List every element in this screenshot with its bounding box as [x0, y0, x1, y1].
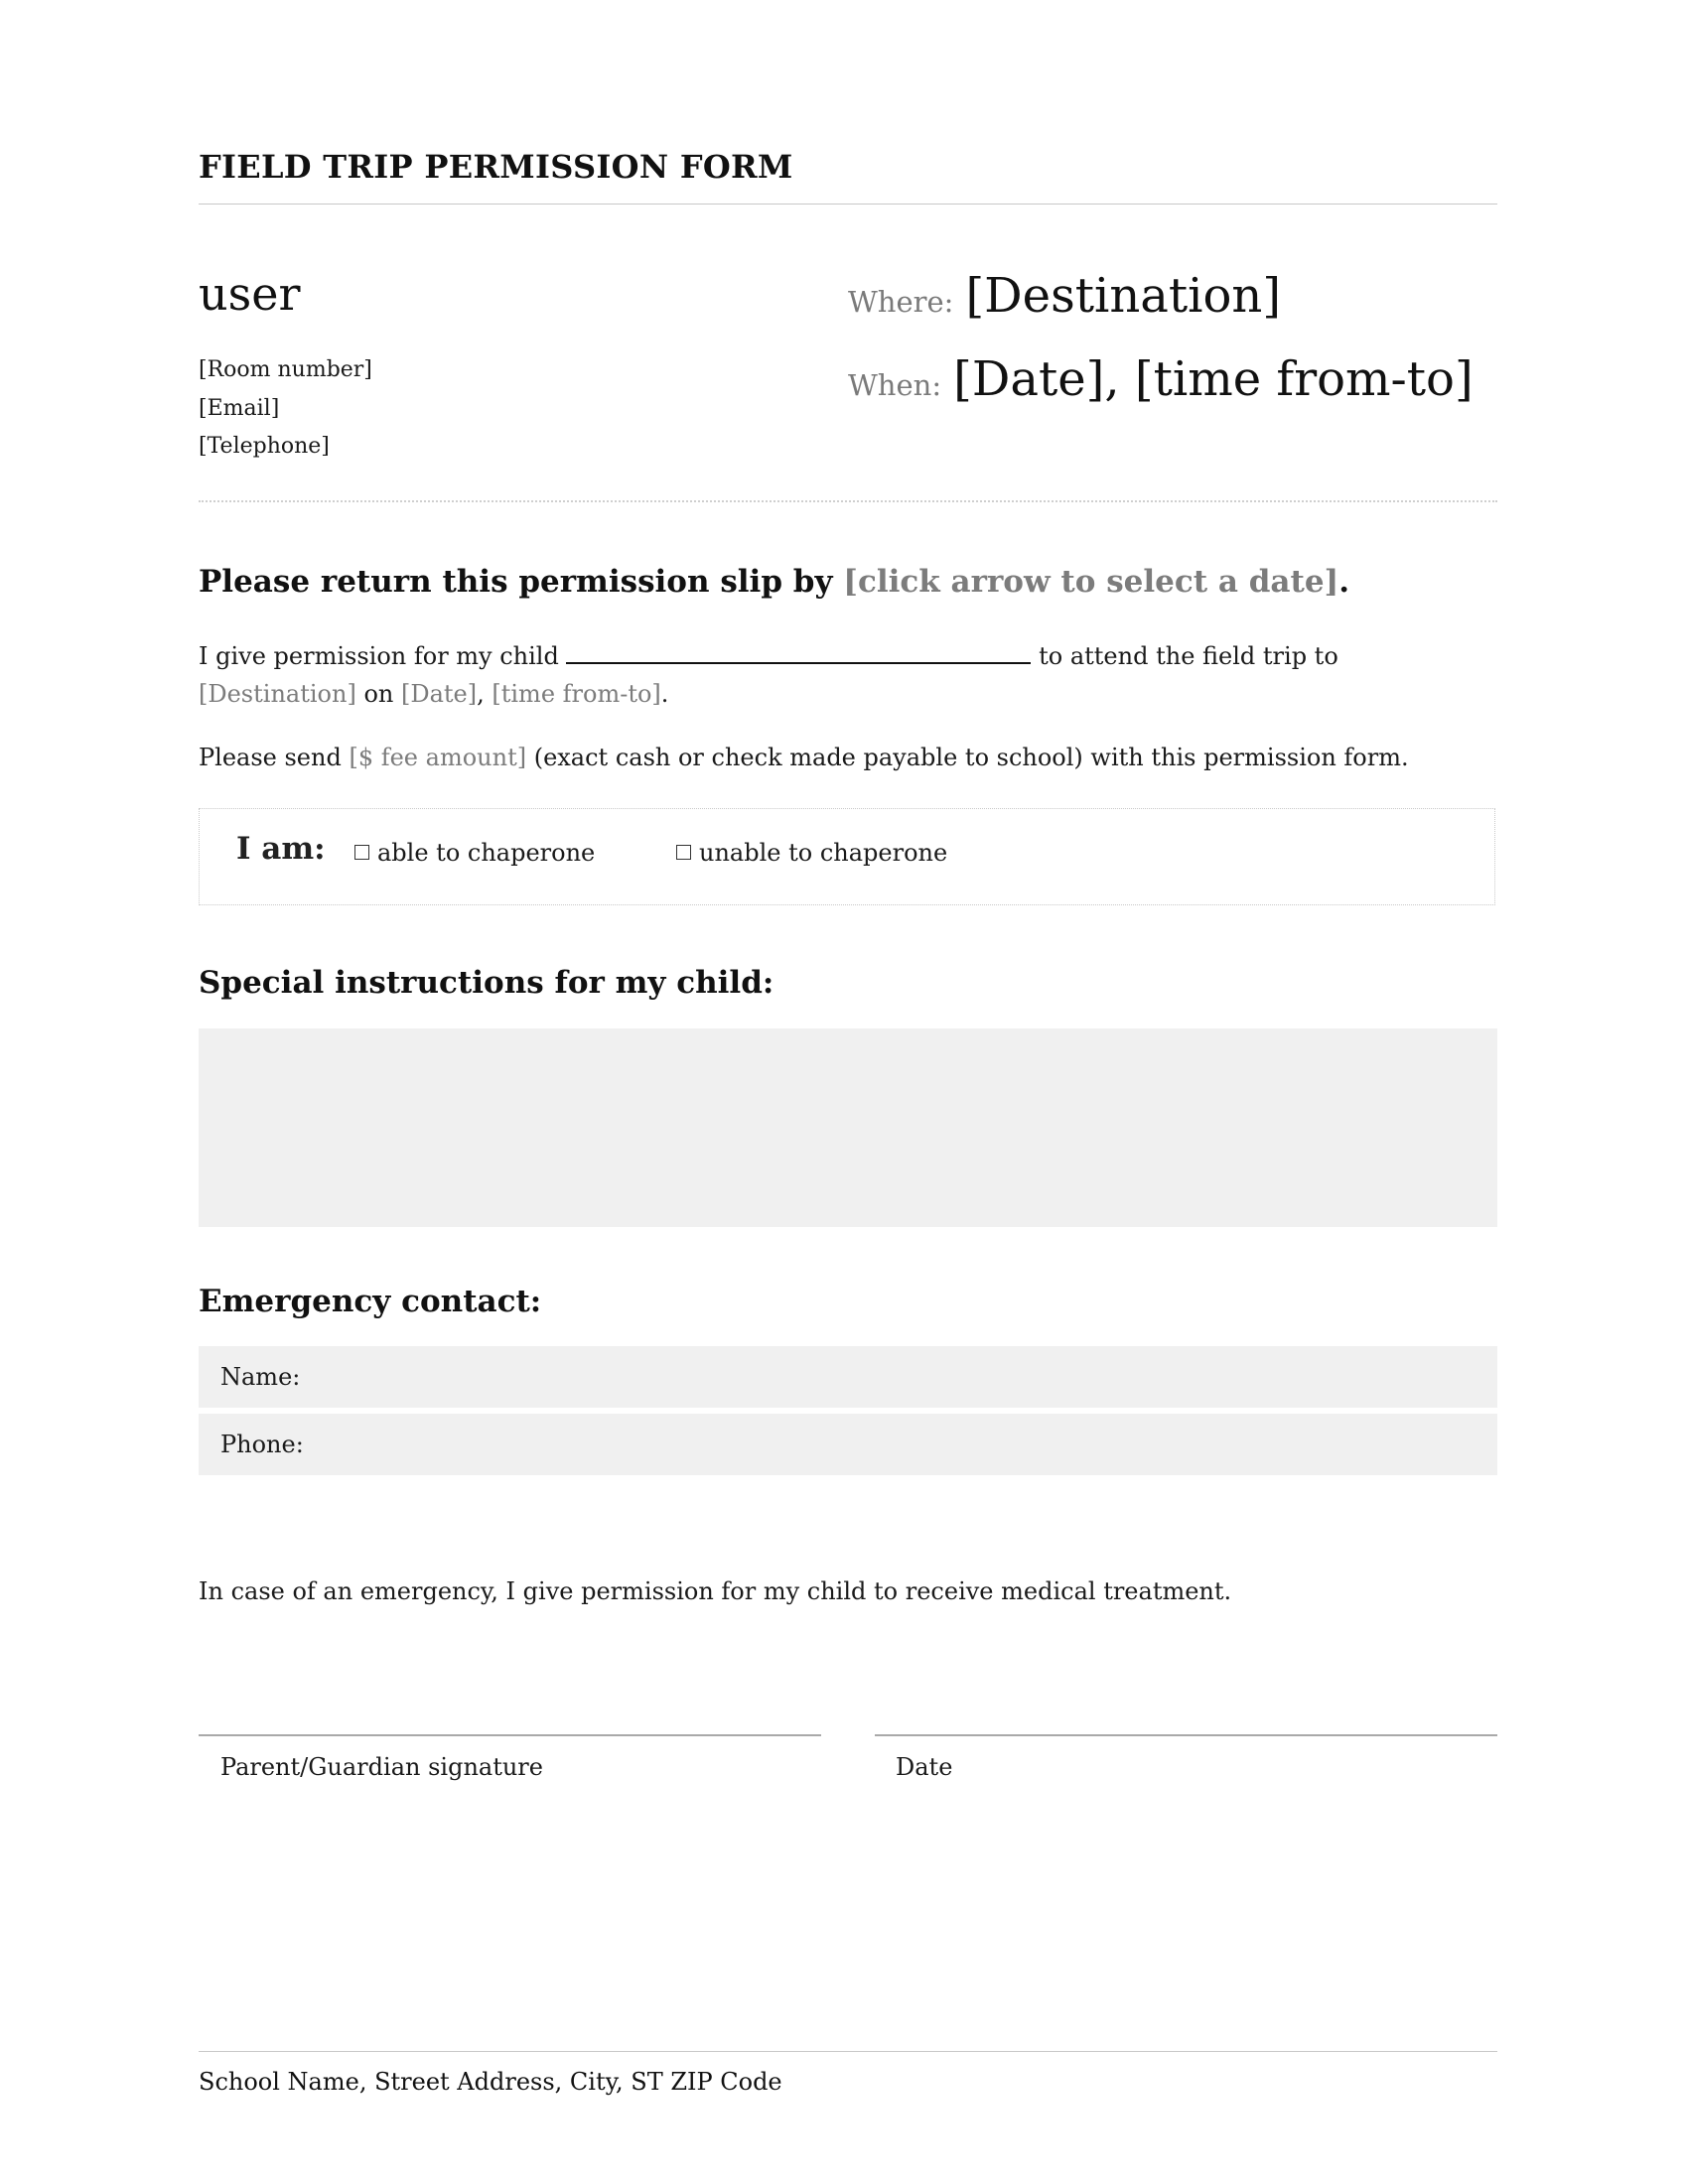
when-row [848, 351, 1474, 435]
where-row [848, 268, 1474, 351]
chaperone-box [199, 808, 1495, 905]
footer-divider [199, 2051, 1497, 2052]
signature-date-label: Date [896, 1753, 953, 1781]
emergency-contact-heading: Emergency contact: [199, 1284, 542, 1319]
time-inline-field[interactable]: [time from-to] [492, 680, 661, 708]
emergency-name-field[interactable] [199, 1346, 1497, 1408]
permission-text-3: on [355, 680, 401, 708]
destination-field[interactable]: [Destination] [965, 268, 1282, 324]
fee-text-prefix: Please send [199, 744, 350, 771]
signature-line[interactable] [199, 1734, 821, 1736]
permission-period: . [660, 680, 669, 708]
telephone-field[interactable]: [Telephone] [199, 434, 330, 459]
permission-statement [199, 637, 1497, 713]
organizer-contact [199, 351, 372, 467]
unable-to-chaperone-option[interactable] [676, 839, 947, 867]
emergency-phone-field[interactable] [199, 1414, 1497, 1475]
room-number-field[interactable]: [Room number] [199, 357, 372, 382]
emergency-name-label: Name: [220, 1363, 301, 1391]
organizer-name[interactable]: user [199, 267, 301, 321]
form-title: FIELD TRIP PERMISSION FORM [199, 148, 793, 186]
special-instructions-field[interactable] [199, 1028, 1497, 1227]
fee-amount-field[interactable]: [$ fee amount] [349, 744, 527, 771]
return-by-suffix: . [1338, 564, 1350, 600]
email-field[interactable]: [Email] [199, 395, 280, 421]
permission-text-1: I give permission for my child [199, 642, 567, 670]
permission-form-page [199, 0, 1497, 2184]
i-am-label: I am: [236, 831, 326, 867]
permission-comma: , [477, 680, 492, 708]
unable-label: unable to chaperone [699, 839, 948, 867]
permission-text-2: to attend the field trip to [1031, 642, 1338, 670]
date-line[interactable] [875, 1734, 1497, 1736]
return-date-picker[interactable]: [click arrow to select a date] [843, 564, 1339, 600]
fee-text-suffix: (exact cash or check made payable to school) with this permission form. [526, 744, 1409, 771]
section-divider [199, 500, 1497, 502]
return-by-prefix: Please return this permission slip by [199, 564, 844, 600]
emergency-phone-label: Phone: [220, 1431, 304, 1458]
able-checkbox[interactable] [354, 845, 369, 860]
trip-details [848, 268, 1474, 435]
date-time-field[interactable]: [Date], [time from-to] [953, 351, 1474, 407]
date-inline-field[interactable]: [Date] [400, 680, 478, 708]
where-label: Where: [848, 285, 954, 319]
medical-consent-text: In case of an emergency, I give permission for my child to receive medical treatment. [199, 1577, 1232, 1605]
signature-label: Parent/Guardian signature [220, 1753, 543, 1781]
when-label: When: [848, 368, 942, 402]
return-by-heading [199, 562, 1349, 602]
title-divider [199, 204, 1497, 205]
unable-checkbox[interactable] [676, 845, 691, 860]
destination-inline-field[interactable]: [Destination] [199, 680, 356, 708]
special-instructions-heading: Special instructions for my child: [199, 965, 774, 1001]
school-address[interactable]: School Name, Street Address, City, ST ZIP Code [199, 2068, 782, 2096]
able-to-chaperone-option[interactable] [354, 839, 595, 867]
child-name-blank[interactable] [566, 640, 1031, 664]
able-label: able to chaperone [377, 839, 596, 867]
fee-statement [199, 739, 1409, 776]
